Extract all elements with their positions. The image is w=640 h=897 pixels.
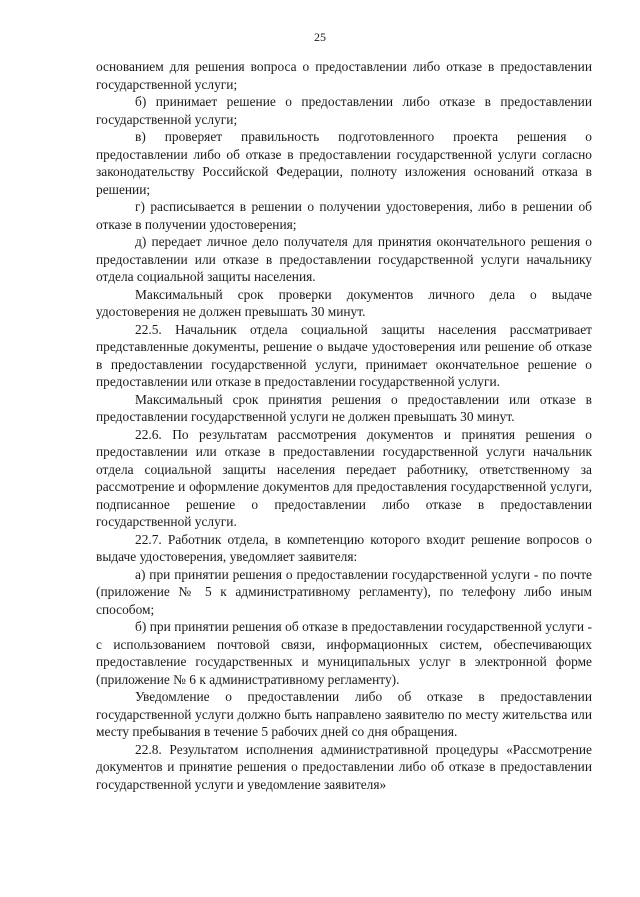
paragraph-11: а) при принятии решения о предоставлении государственной услуги - по почте (приложение № 5 к административному регламенту), по телефону либо иным способом; [96,566,592,617]
page-number: 25 [314,30,326,44]
paragraph-10: 22.7. Работник отдела, в компетенцию которого входит решение вопросов о выдаче удостоверения, уведомляет заявителя: [96,531,592,564]
paragraph-4: г) расписывается в решении о получении удостоверения, либо в решении об отказе в получении удостоверения; [96,199,592,232]
paragraph-2: б) принимает решение о предоставлении либо отказе в предоставлении государственной услуги; [96,94,592,127]
paragraph-7: 22.5. Начальник отдела социальной защиты населения рассматривает представленные документы, решение о выдаче удостоверения или решение об отказе в предоставлении государственной услуги, принимает окончательное решение о предоставлении или отказе в предоставлении государственной услуги. [96,321,592,389]
paragraph-6: Максимальный срок проверки документов личного дела о выдаче удостоверения не должен превышать 30 минут. [96,286,592,319]
document-body [96,58,592,793]
paragraph-8: Максимальный срок принятия решения о предоставлении или отказе в предоставлении государственной услуги не должен превышать 30 минут. [96,391,592,424]
paragraph-13: Уведомление о предоставлении либо об отказе в предоставлении государственной услуги должно быть направлено заявителю по месту жительства или месту пребывания в течение 5 рабочих дней со дня обращения. [96,689,592,739]
paragraph-9: 22.6. По результатам рассмотрения документов и принятия решения о предоставлении или отказе в предоставлении государственной услуги начальник отдела социальной защиты населения передает работнику, ответственному за рассмотрение и оформление документов для предоставления государственной услуги, подписанное решение о предоставлении либо отказе в предоставлении государственной услуги. [96,426,592,529]
paragraph-1: основанием для решения вопроса о предоставлении либо отказе в предоставлении государственной услуги; [96,59,592,92]
paragraph-12: б) при принятии решения об отказе в предоставлении государственной услуги - с использованием почтовой связи, информационных систем, обеспечивающих предоставление государственных и муниципальных услуг в электронной форме (приложение № 6 к административному регламенту). [96,619,592,687]
paragraph-5: д) передает личное дело получателя для принятия окончательного решения о предоставлении или отказе в предоставлении государственной услуги начальнику отдела социальной защиты населения. [96,234,592,284]
paragraph-14: 22.8. Результатом исполнения административной процедуры «Рассмотрение документов и принятие решения о предоставлении либо об отказе в предоставлении государственной услуги и уведомление заявителя» [96,741,592,792]
paragraph-3: в) проверяет правильность подготовленного проекта решения о предоставлении либо об отказе в предоставлении государственной услуги согласно законодательству Российской Федерации, полноту изложения оснований отказа в решении; [96,129,592,197]
